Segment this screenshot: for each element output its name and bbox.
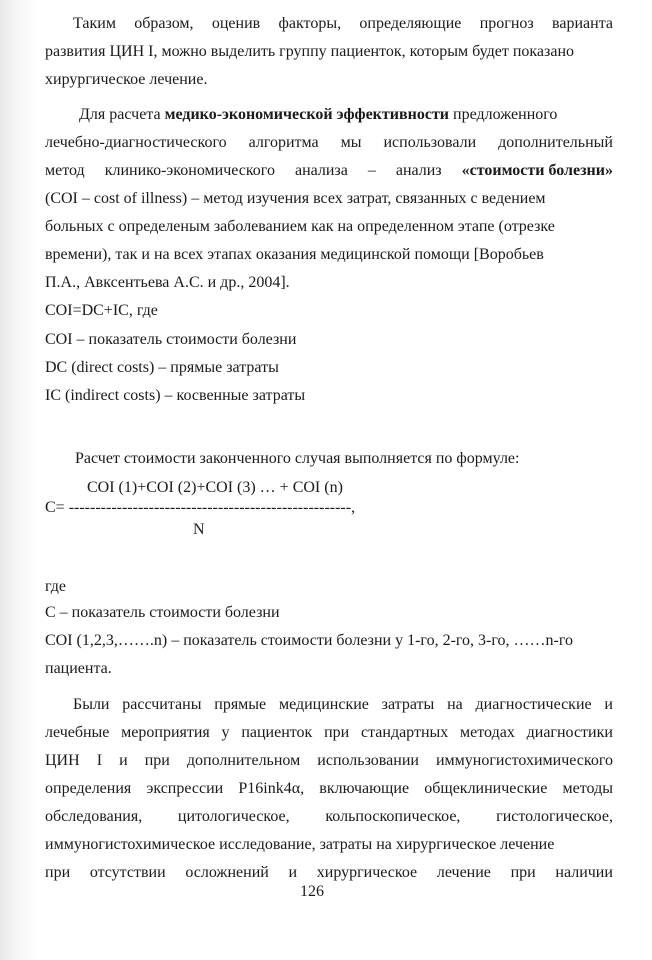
p2-line2: лечебно-диагностического алгоритма мы использовали дополнительный — [45, 134, 613, 151]
p2-line1: Для расчета медико-экономической эффективности предложенного — [79, 106, 558, 123]
def-coi: COI – показатель стоимости болезни — [45, 331, 297, 348]
p3-line3: ЦИН I и при дополнительном использовании иммуногистохимического — [45, 752, 613, 769]
formula-denominator: N — [193, 521, 205, 538]
p1-line1: Таким образом, оценив факторы, определяющие прогноз варианта — [73, 15, 613, 32]
p3-line2: лечебные мероприятия у пациенток при стандартных методах диагностики — [45, 724, 613, 741]
def-ic: IC (indirect costs) – косвенные затраты — [45, 387, 306, 404]
p2-line5: больных с определеным заболеванием как на определенном этапе (отрезке — [45, 218, 555, 235]
calc-intro: Расчет стоимости законченного случая выполняется по формуле: — [75, 450, 520, 467]
p3-line5: обследования, цитологическое, кольпоскопическое, гистологическое, — [45, 808, 613, 825]
p1-line3: хирургическое лечение. — [45, 71, 208, 88]
p3-line7: при отсутствии осложнений и хирургическое лечение при наличии — [45, 864, 613, 881]
def-coi-n: COI (1,2,3,…….n) – показатель стоимости болезни у 1-го, 2-го, 3-го, ……n-го — [45, 632, 574, 649]
def-coi-n-cont: пациента. — [45, 660, 112, 677]
p3-line4: определения экспрессии P16ink4α, включающие общеклинические методы — [45, 780, 613, 797]
scan-shadow — [0, 0, 38, 960]
formula-numerator: COI (1)+COI (2)+COI (3) … + COI (n) — [87, 479, 343, 496]
page-number: 126 — [300, 883, 324, 900]
p2-line3: метод клинико-экономического анализа – анализ «стоимости болезни» — [45, 162, 613, 179]
p3-line1: Были рассчитаны прямые медицинские затраты на диагностические и — [73, 696, 613, 713]
p3-line6: иммуногистохимическое исследование, затраты на хирургическое лечение — [45, 836, 555, 853]
formula-fraction-line: C= -----------------------------------------------------, — [45, 499, 356, 516]
p2-line6: времени), так и на всех этапах оказания медицинской помощи [Воробьев — [45, 246, 544, 263]
where-label: где — [45, 578, 67, 595]
def-dc: DC (direct costs) – прямые затраты — [45, 359, 279, 376]
p1-line2: развития ЦИН I, можно выделить группу пациенток, которым будет показано — [45, 43, 574, 60]
p2-line7: П.А., Авксентьева А.С. и др., 2004]. — [45, 274, 290, 291]
def-c: C – показатель стоимости болезни — [45, 604, 280, 621]
p2-line4: (COI – cost of illness) – метод изучения всех затрат, связанных с ведением — [45, 190, 546, 207]
formula-coi: COI=DC+IC, где — [45, 302, 158, 319]
